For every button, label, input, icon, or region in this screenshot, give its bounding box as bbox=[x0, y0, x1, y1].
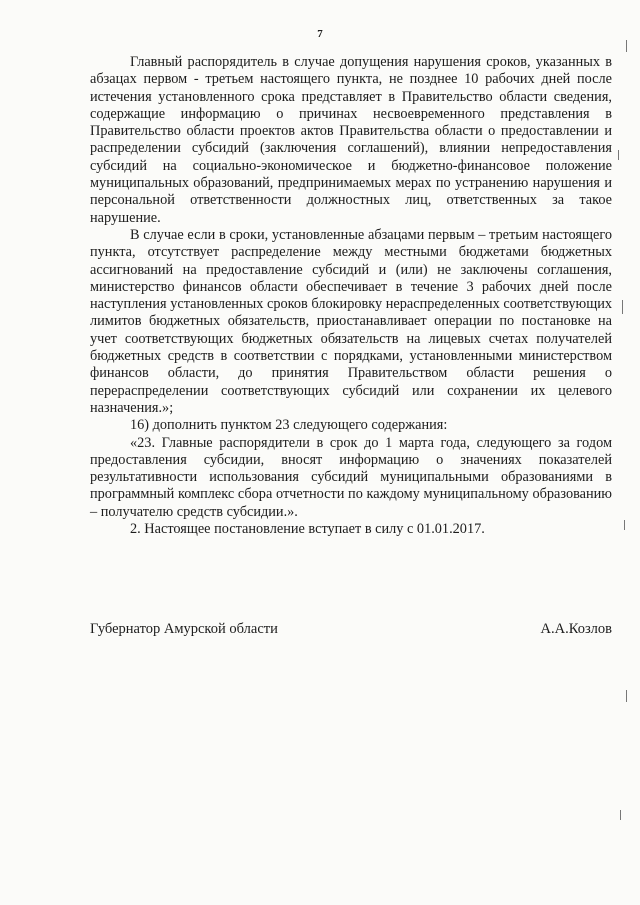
paragraph: 2. Настоящее постановление вступает в силу с 01.01.2017. bbox=[130, 521, 485, 538]
signatory-name: А.А.Козлов bbox=[540, 621, 612, 637]
scan-edge-mark bbox=[626, 40, 627, 52]
paragraph: 16) дополнить пунктом 23 следующего содержания: bbox=[130, 417, 448, 434]
scan-edge-mark bbox=[618, 150, 619, 160]
page-number: 7 bbox=[317, 28, 323, 40]
paragraph: В случае если в сроки, установленные абзацами первым – третьим настоящего пункта, отсутствует распределение между местными бюджетами бюджетных ассигнований на предоставление субсидий и (или) не заключены соглашения, министерство финансов области обеспечивает в течение 3 рабочих дней после наступления установленных сроков блокировку нераспределенных соответствующих лимитов бюджетных обязательств, приостанавливает операции по постановке на учет соответствующих бюджетных обязательств на лицевых счетах получателей бюджетных средств в соответствии с порядками, установленными министерством финансов области, до принятия Правительством области решения о перераспределении соответствующих субсидий или сохранении их целевого назначения.»; bbox=[90, 226, 612, 416]
scan-edge-mark bbox=[624, 520, 625, 530]
paragraph: Главный распорядитель в случае допущения нарушения сроков, указанных в абзацах первом - третьем настоящего пункта, не позднее 10 рабочих дней после истечения установленного срока представляет в Правительство области сведения, содержащие информацию о причинах несвоевременного представления в Правительство области проектов актов Правительства области о предоставлении и распределении субсидий (заключения соглашений), влиянии непредоставления субсидий на социально-экономическое и бюджетно-финансовое положение муниципальных образований, предпринимаемых мерах по устранению нарушения и персональной ответственности должностных лиц, ответственных за такое нарушение. bbox=[90, 54, 612, 226]
scan-edge-mark bbox=[626, 690, 627, 702]
paragraph: «23. Главные распорядители в срок до 1 марта года, следующего за годом предоставления субсидии, вносят информацию о значениях показателей результативности использования субсидий муниципальными образованиями в программный комплекс сбора отчетности по каждому муниципальному образованию – получателю средств субсидии.». bbox=[90, 434, 612, 520]
scan-edge-mark bbox=[622, 300, 623, 314]
signatory-position: Губернатор Амурской области bbox=[90, 621, 278, 637]
scan-edge-mark bbox=[620, 810, 621, 820]
document-body bbox=[90, 54, 612, 538]
signature-block bbox=[90, 621, 612, 638]
